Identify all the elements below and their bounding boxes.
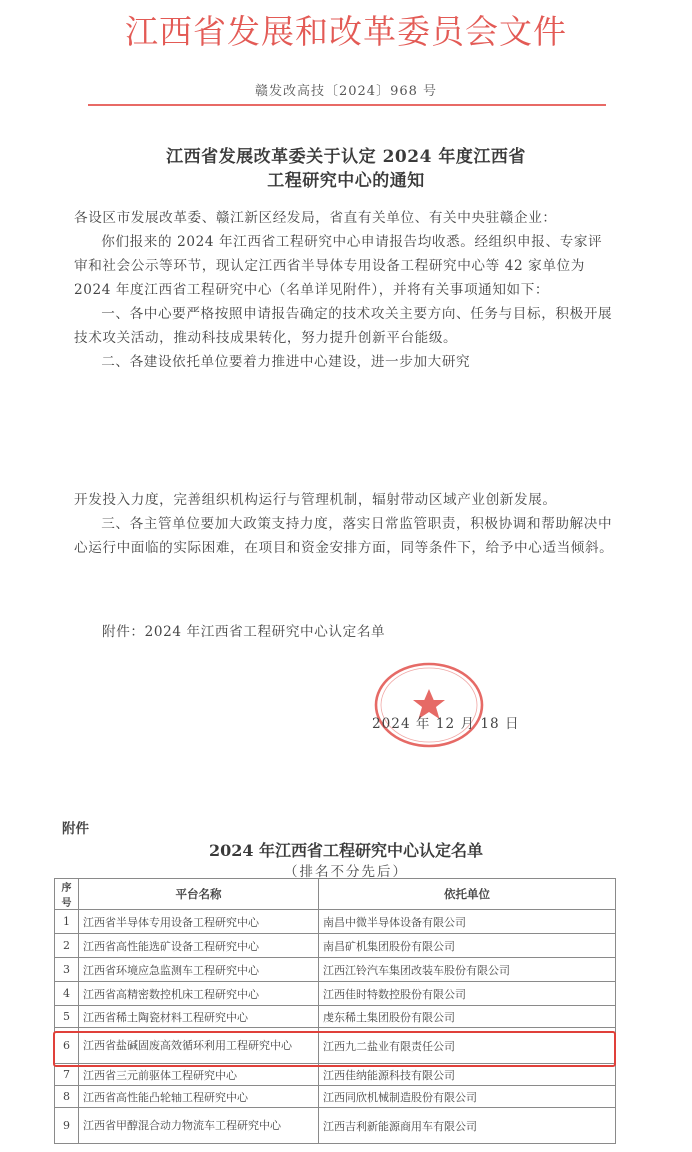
row-no: 9	[55, 1108, 79, 1144]
row-no: 4	[55, 982, 79, 1006]
recognition-table	[54, 878, 616, 1144]
paragraph-item-1: 一、各中心要严格按照申请报告确定的技术攻关主要方向、任务与目标，积极开展技术攻关活动，推动科技成果转化，努力提升创新平台能级。	[74, 306, 613, 346]
column-header-no: 序号	[55, 879, 79, 910]
official-seal-icon	[373, 661, 485, 749]
row-name: 江西省高性能选矿设备工程研究中心	[79, 934, 319, 958]
red-divider	[88, 104, 606, 106]
row-no: 1	[55, 910, 79, 934]
row-unit: 江西吉利新能源商用车有限公司	[319, 1108, 616, 1144]
paragraph-item-2-end: 开发投入力度，完善组织机构运行与管理机制，辐射带动区域产业创新发展。	[74, 492, 557, 508]
row-no: 2	[55, 934, 79, 958]
paragraph-item-3: 三、各主管单位要加大政策支持力度，落实日常监管职责，积极协调和帮助解决中心运行中面临的实际困难，在项目和资金安排方面，同等条件下，给予中心适当倾斜。	[74, 516, 614, 556]
row-no: 6	[55, 1028, 79, 1064]
notice-title-line-2: 工程研究中心的通知	[267, 171, 425, 191]
row-name: 江西省甲醇混合动力物流车工程研究中心	[79, 1108, 319, 1144]
row-name: 江西省高性能凸轮轴工程研究中心	[79, 1086, 319, 1108]
table-header-row	[55, 879, 616, 910]
row-name: 江西省半导体专用设备工程研究中心	[79, 910, 319, 934]
salutation: 各设区市发展改革委、赣江新区经发局，省直有关单位、有关中央驻赣企业：	[74, 210, 557, 226]
row-unit: 江西佳时特数控股份有限公司	[319, 982, 616, 1006]
table-row	[55, 934, 616, 958]
body-lower	[74, 488, 614, 560]
row-no: 8	[55, 1086, 79, 1108]
table-row	[55, 982, 616, 1006]
table-row	[55, 1006, 616, 1028]
row-unit: 江西同欣机械制造股份有限公司	[319, 1086, 616, 1108]
row-unit: 江西佳纳能源科技有限公司	[319, 1064, 616, 1086]
row-highlight-box	[53, 1031, 616, 1067]
row-unit: 南昌矿机集团股份有限公司	[319, 934, 616, 958]
row-name: 江西省高精密数控机床工程研究中心	[79, 982, 319, 1006]
row-unit: 虔东稀土集团股份有限公司	[319, 1006, 616, 1028]
table-row	[55, 1108, 616, 1144]
row-no: 5	[55, 1006, 79, 1028]
row-name: 江西省环境应急监测车工程研究中心	[79, 958, 319, 982]
paragraph-item-2-start: 二、各建设依托单位要着力推进中心建设，进一步加大研究	[101, 354, 471, 370]
row-unit: 江西九二盐业有限责任公司	[319, 1028, 616, 1064]
attachment-note: 附件：2024 年江西省工程研究中心认定名单	[102, 624, 386, 640]
table-row	[55, 1086, 616, 1108]
attachment-title: 2024 年江西省工程研究中心认定名单	[208, 841, 484, 860]
row-name: 江西省三元前驱体工程研究中心	[79, 1064, 319, 1086]
row-no: 7	[55, 1064, 79, 1086]
issue-date: 2024 年 12 月 18 日	[372, 716, 520, 732]
row-name: 江西省稀土陶瓷材料工程研究中心	[79, 1006, 319, 1028]
table-row	[55, 958, 616, 982]
paragraph-intro: 你们报来的 2024 年江西省工程研究中心申请报告均收悉。经组织申报、专家评审和社会公示等环节，现认定江西省半导体专用设备工程研究中心等 42 家单位为 2024 年度江西省工程研究中心（名单详见附件），并将有关事项通知如下：	[74, 234, 603, 298]
row-no: 3	[55, 958, 79, 982]
attachment-label: 附件	[62, 821, 89, 837]
body-upper	[74, 206, 614, 374]
row-unit: 南昌中微半导体设备有限公司	[319, 910, 616, 934]
attachment-subtitle: （排名不分先后）	[284, 864, 408, 880]
row-unit: 江西江铃汽车集团改装车股份有限公司	[319, 958, 616, 982]
column-header-name: 平台名称	[79, 879, 319, 910]
notice-title-line-1: 江西省发展改革委关于认定 2024 年度江西省	[166, 147, 526, 167]
document-header-title: 江西省发展和改革委员会文件	[125, 12, 567, 51]
document-number: 赣发改高技〔2024〕968 号	[254, 84, 438, 99]
table-row	[55, 910, 616, 934]
row-name: 江西省盐碱固废高效循环利用工程研究中心	[79, 1028, 319, 1064]
column-header-unit: 依托单位	[319, 879, 616, 910]
